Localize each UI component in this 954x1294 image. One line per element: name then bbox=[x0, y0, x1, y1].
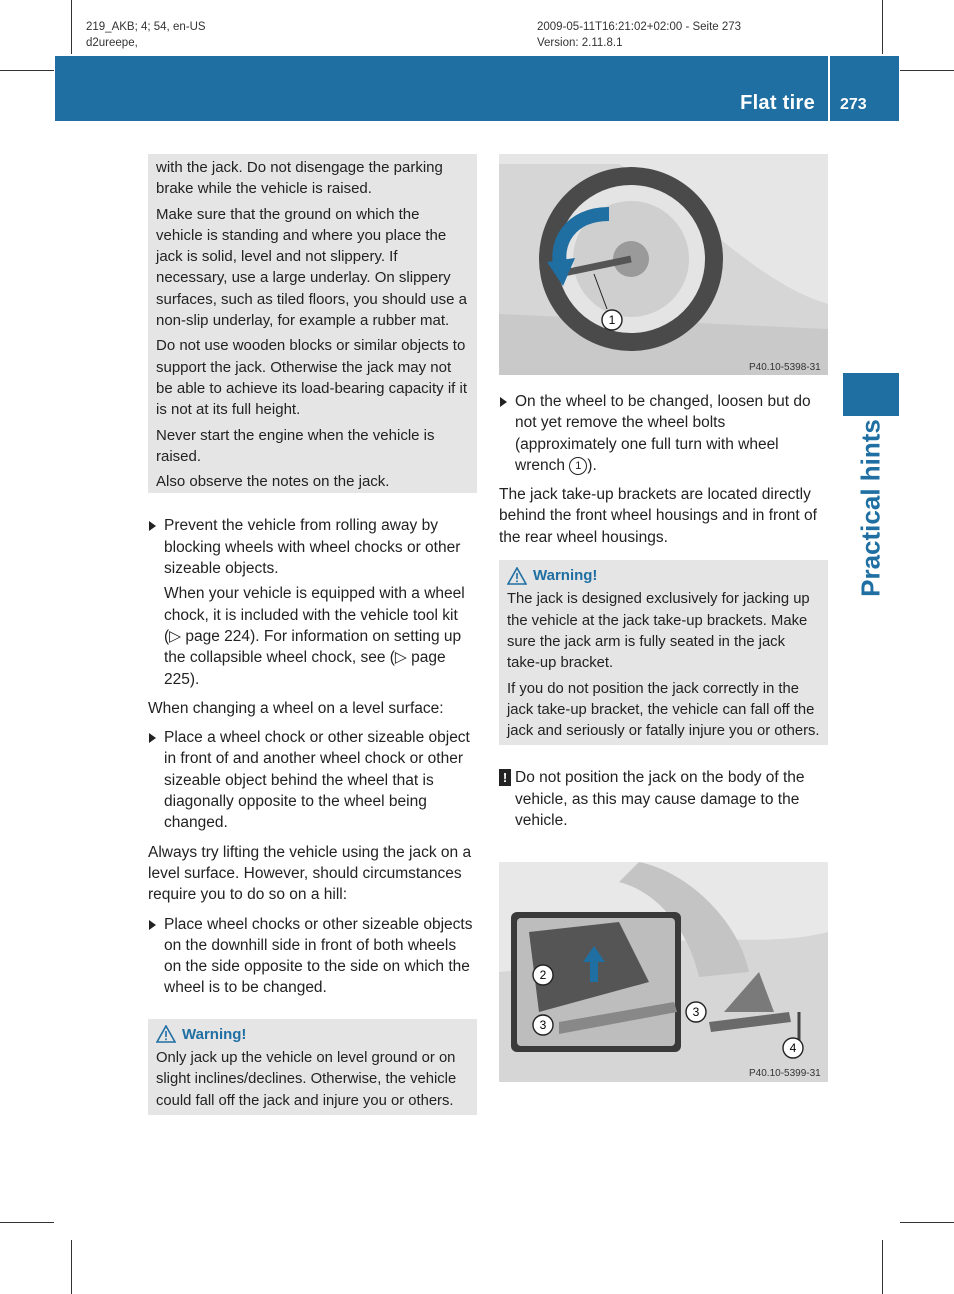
step-text: Place a wheel chock or other sizeable object in front of and another wheel chock or other sizeable object behind the wheel that is diagonally opposite to the wheel being changed. bbox=[164, 729, 470, 832]
chapter-tab bbox=[843, 373, 899, 416]
crop-mark bbox=[882, 1240, 883, 1294]
print-meta-right bbox=[537, 19, 741, 51]
page-title: Flat tire bbox=[740, 92, 815, 114]
step-text: ). bbox=[587, 456, 597, 474]
safety-box bbox=[148, 154, 477, 493]
warning-triangle-icon bbox=[156, 1025, 176, 1043]
callout-number: 1 bbox=[569, 457, 587, 475]
warning-label: Warning! bbox=[533, 567, 598, 585]
instruction-step bbox=[148, 914, 477, 999]
warning-box bbox=[499, 560, 828, 745]
step-arrow-icon bbox=[149, 733, 156, 743]
meta-right-line1: 2009-05-11T16:21:02+02:00 - Seite 273 bbox=[537, 21, 742, 33]
figure-callout: 4 bbox=[789, 1041, 797, 1055]
right-column bbox=[499, 391, 828, 839]
paragraph: The jack take-up brackets are located directly behind the front wheel housings and in front of the rear wheel housings. bbox=[499, 486, 817, 546]
wheel-wrench-illustration bbox=[499, 154, 828, 375]
header-separator bbox=[828, 56, 830, 121]
paragraph: Always try lifting the vehicle using the jack on a level surface. However, should circumstances require you to do so on a hill: bbox=[148, 843, 472, 904]
safety-text: Make sure that the ground on which the vehicle is standing and where you place the jack is solid, level and not slippery. If necessary, use a large underlay. On slippery surfaces, such as tiled floors, you should use a non-slip underlay, for example a rubber mat. bbox=[156, 205, 468, 330]
meta-right-line2: Version: 2.11.8.1 bbox=[537, 37, 623, 49]
warning-header bbox=[507, 565, 820, 586]
page-reference-link[interactable]: ▷ page 224 bbox=[169, 627, 251, 645]
chapter-label: Practical hints bbox=[855, 419, 886, 597]
step-text: Place wheel chocks or other sizeable objects on the downhill side in front of both wheels on the side opposite to the side on which the wheel is to be changed. bbox=[164, 915, 473, 997]
caution-note bbox=[499, 767, 828, 831]
crop-mark bbox=[71, 1240, 72, 1294]
step-arrow-icon bbox=[149, 920, 156, 930]
step-arrow-icon bbox=[500, 397, 507, 407]
exclamation-icon: ! bbox=[499, 769, 511, 786]
warning-header bbox=[156, 1024, 469, 1045]
crop-mark bbox=[0, 1222, 54, 1223]
safety-text: Also observe the notes on the jack. bbox=[156, 473, 390, 491]
jack-position-illustration bbox=[499, 862, 828, 1082]
warning-text: If you do not position the jack correctly in the jack take-up bracket, the vehicle can fall off the jack and seriously or fatally injure you or others. bbox=[507, 680, 820, 740]
warning-text: Only jack up the vehicle on level ground or on slight inclines/declines. Otherwise, the vehicle could fall off the jack and injure you or others. bbox=[156, 1049, 457, 1109]
crop-mark bbox=[900, 1222, 954, 1223]
figure-callout: 1 bbox=[608, 313, 616, 327]
meta-left-line2: d2ureepe, bbox=[86, 37, 138, 49]
figure-code: P40.10-5398-31 bbox=[749, 362, 821, 373]
page-number: 273 bbox=[840, 96, 867, 113]
step-detail bbox=[148, 583, 477, 689]
instruction-step bbox=[148, 727, 477, 833]
warning-box bbox=[148, 1019, 477, 1115]
paragraph: When changing a wheel on a level surface: bbox=[148, 699, 444, 717]
left-column bbox=[148, 154, 477, 1115]
warning-label: Warning! bbox=[182, 1025, 247, 1043]
crop-mark bbox=[900, 70, 954, 71]
figure-callout: 3 bbox=[692, 1005, 700, 1019]
safety-text: with the jack. Do not disengage the parking brake while the vehicle is raised. bbox=[156, 159, 443, 198]
meta-left-line1: 219_AKB; 4; 54, en-US bbox=[86, 21, 206, 33]
step-text: Prevent the vehicle from rolling away by blocking wheels with wheel chocks or other sizeable objects. bbox=[164, 517, 461, 578]
header-bar bbox=[55, 56, 899, 121]
step-arrow-icon bbox=[149, 521, 156, 531]
note-text: Do not position the jack on the body of the vehicle, as this may cause damage to the vehicle. bbox=[515, 769, 805, 830]
warning-triangle-icon bbox=[507, 567, 527, 585]
crop-mark bbox=[0, 70, 54, 71]
figure-code: P40.10-5399-31 bbox=[749, 1068, 821, 1079]
instruction-step bbox=[499, 391, 828, 476]
crop-mark bbox=[882, 0, 883, 54]
safety-text: Do not use wooden blocks or similar objects to support the jack. Otherwise the jack may not be able to achieve its load-bearing capacity if it is not at its full height. bbox=[156, 337, 468, 419]
page-reference-link[interactable]: ▷ page 225 bbox=[164, 649, 446, 688]
detail-text: ). For information on setting up the collapsible wheel chock, see ( bbox=[164, 627, 462, 667]
print-meta-left bbox=[86, 19, 206, 51]
detail-text: ). bbox=[189, 670, 200, 688]
warning-text: The jack is designed exclusively for jacking up the vehicle at the jack take-up brackets. Make sure the jack arm is fully seated in the jack take-up bracket. bbox=[507, 591, 810, 672]
instruction-step bbox=[148, 515, 477, 579]
crop-mark bbox=[71, 0, 72, 54]
step-text: On the wheel to be changed, loosen but do not yet remove the wheel bolts (approximately one full turn with wheel wrench bbox=[515, 393, 811, 474]
detail-text: When your vehicle is equipped with a wheel chock, it is included with the vehicle tool kit ( bbox=[164, 585, 465, 645]
safety-text: Never start the engine when the vehicle is raised. bbox=[156, 426, 435, 465]
figure-callout: 3 bbox=[539, 1018, 547, 1032]
figure-callout: 2 bbox=[539, 968, 547, 982]
